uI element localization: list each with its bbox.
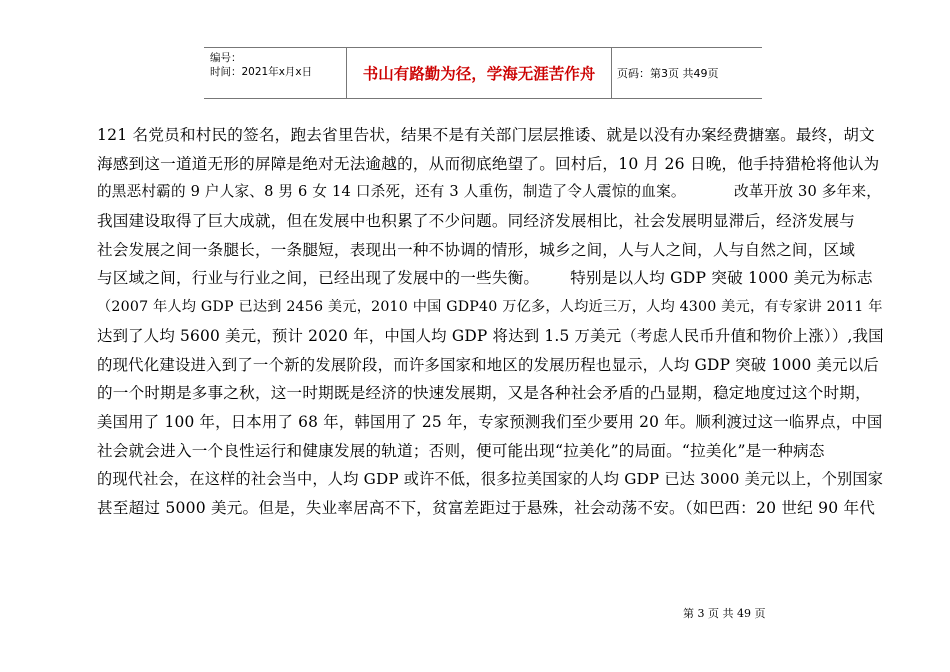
body-line: （2007 年人均 GDP 已达到 2456 美元，2010 中国 GDP40 万亿多，人均近三万，人均 4300 美元，有专家讲 2011 年 <box>97 299 883 316</box>
document-number-label: 编号： <box>210 52 242 64</box>
body-line: 达到了人均 5600 美元，预计 2020 年，中国人均 GDP 将达到 1.5 万美元（考虑人民币升值和物价上涨））,我国 <box>97 326 884 345</box>
page-header <box>204 47 762 99</box>
body-line: 美国用了 100 年，日本用了 68 年，韩国用了 25 年，专家预测我们至少要用 20 年。顺利渡过这一临界点，中国 <box>97 412 883 431</box>
body-line: 甚至超过 5000 美元。但是，失业率居高不下，贫富差距过于悬殊，社会动荡不安。（如巴西：20 世纪 90 年代 <box>97 498 876 517</box>
page-footer: 第 3 页 共 49 页 <box>683 607 766 620</box>
body-line: 121 名党员和村民的签名，跑去省里告状，结果不是有关部门层层推诿、就是以没有办案经费搪塞。最终，胡文 <box>97 126 875 144</box>
document-time-label: 时间：2021年x月x日 <box>210 66 313 78</box>
header-meta <box>204 48 346 98</box>
header-motto: 书山有路勤为径，学海无涯苦作舟 <box>346 48 612 98</box>
body-line: 的现代社会，在这样的社会当中，人均 GDP 或许不低，很多拉美国家的人均 GDP 已达 3000 美元以上，个别国家 <box>97 470 884 489</box>
body-line: 社会发展之间一条腿长，一条腿短，表现出一种不协调的情形，城乡之间，人与人之间，人与自然之间，区域 <box>97 240 856 259</box>
body-line: 社会就会进入一个良性运行和健康发展的轨道；否则，便可能出现“拉美化”的局面。“拉美化”是一种病态 <box>97 441 825 460</box>
body-line: 我国建设取得了巨大成就，但在发展中也积累了不少问题。同经济发展相比，社会发展明显滞后，经济发展与 <box>97 212 856 231</box>
body-line: 海感到这一道道无形的屏障是绝对无法逾越的，从而彻底绝望了。回村后，10 月 26 日晚，他手持猎枪将他认为 <box>97 154 880 173</box>
header-page-info: 页码：第3页 共49页 <box>617 67 719 80</box>
body-line: 的黑恶村霸的 9 户人家、8 男 6 女 14 口杀死，还有 3 人重伤，制造了令人震惊的血案。 改革开放 30 多年来， <box>97 183 882 201</box>
body-line: 与区域之间，行业与行业之间，已经出现了发展中的一些失衡。 特别是以人均 GDP 突破 1000 美元为标志 <box>97 269 873 288</box>
document-body <box>97 121 887 523</box>
body-line: 的现代化建设进入到了一个新的发展阶段，而许多国家和地区的发展历程也显示，人均 GDP 突破 1000 美元以后 <box>97 355 879 374</box>
body-line: 的一个时期是多事之秋，这一时期既是经济的快速发展期，又是各种社会矛盾的凸显期，稳定地度过这个时期， <box>97 384 871 403</box>
